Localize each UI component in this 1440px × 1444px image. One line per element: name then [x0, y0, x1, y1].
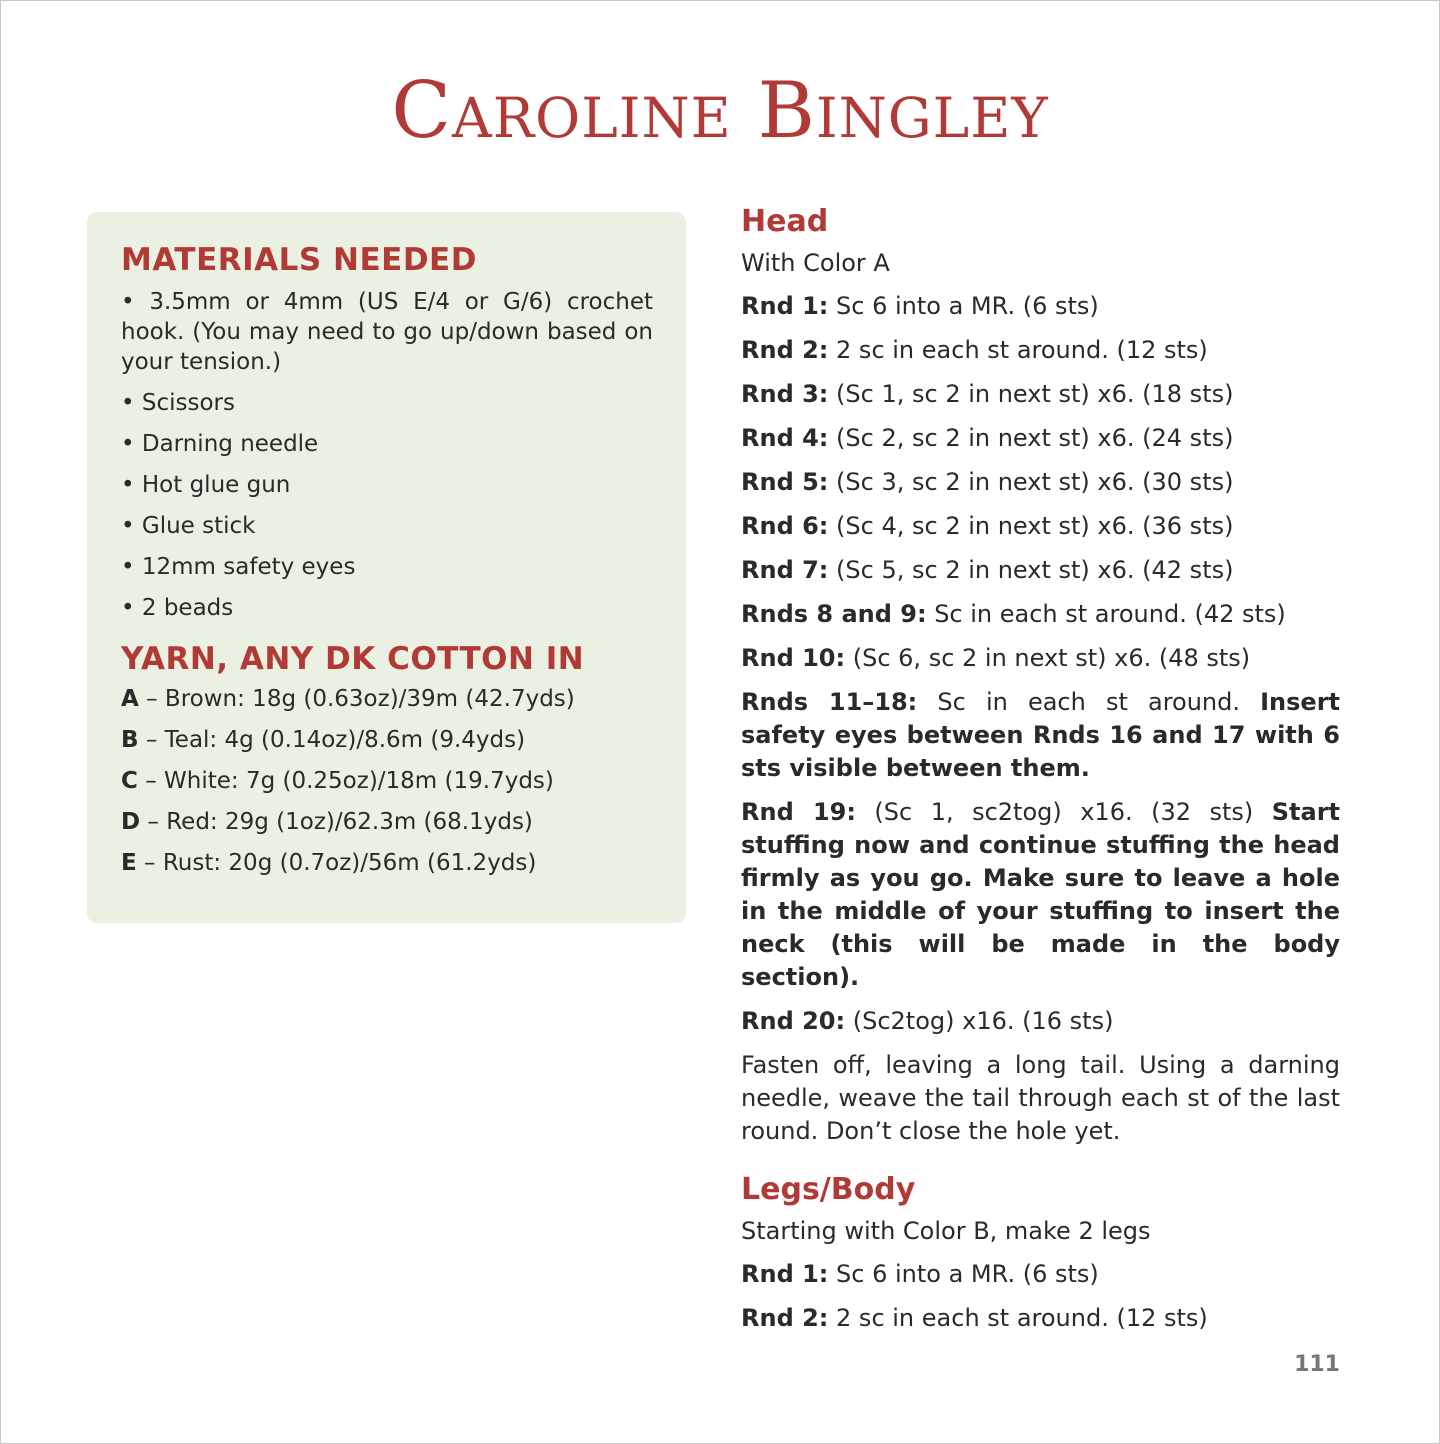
- round-instruction: [741, 422, 1340, 455]
- round-label: Rnd 7:: [741, 556, 829, 584]
- materials-list: [121, 287, 653, 623]
- round-instruction: [741, 1258, 1340, 1291]
- round-label: Rnds 8 and 9:: [741, 600, 927, 628]
- round-label: Rnd 19:: [741, 798, 856, 826]
- round-text: (Sc 1, sc 2 in next st) x6. (18 sts): [828, 380, 1234, 408]
- round-label: Rnds 11–18:: [741, 688, 918, 716]
- round-instruction: [741, 378, 1340, 411]
- yarn-item: [121, 807, 653, 837]
- round-text: 2 sc in each st around. (12 sts): [828, 1304, 1208, 1332]
- legs-heading: Legs/Body: [741, 1172, 916, 1207]
- yarn-text: – Teal: 4g (0.14oz)/8.6m (9.4yds): [138, 727, 526, 754]
- yarn-item: [121, 684, 653, 714]
- round-label: Rnd 2:: [741, 1304, 829, 1332]
- round-text: Sc in each st around. (42 sts): [926, 600, 1286, 628]
- yarn-letter: B: [121, 727, 139, 754]
- materials-item: • 2 beads: [121, 595, 234, 622]
- materials-item: • Glue stick: [121, 513, 256, 540]
- round-text: Sc 6 into a MR. (6 sts): [828, 292, 1099, 320]
- materials-item: • Hot glue gun: [121, 472, 291, 499]
- round-instruction: [741, 1302, 1340, 1335]
- round-note: Insert safety eyes between Rnds 16 and 17 with 6 sts visible between them.: [741, 688, 1341, 782]
- round-text: (Sc 3, sc 2 in next st) x6. (30 sts): [828, 468, 1234, 496]
- yarn-text: – Red: 29g (1oz)/62.3m (68.1yds): [140, 809, 533, 836]
- page-title: Caroline Bingley: [391, 66, 1049, 156]
- round-label: Rnd 6:: [741, 512, 829, 540]
- yarn-text: – White: 7g (0.25oz)/18m (19.7yds): [137, 768, 554, 795]
- yarn-text: – Rust: 20g (0.7oz)/56m (61.2yds): [136, 850, 537, 877]
- materials-box: [87, 212, 686, 923]
- round-label: Rnd 1:: [741, 1260, 829, 1288]
- round-instruction: [741, 686, 1340, 785]
- round-text: (Sc 2, sc 2 in next st) x6. (24 sts): [828, 424, 1234, 452]
- yarn-letter: A: [121, 686, 139, 713]
- materials-item: • Darning needle: [121, 431, 319, 458]
- yarn-letter: C: [121, 768, 138, 795]
- round-instruction: [741, 598, 1340, 631]
- round-instruction: [741, 510, 1340, 543]
- round-text: (Sc 6, sc 2 in next st) x6. (48 sts): [845, 644, 1251, 672]
- round-instruction: [741, 642, 1340, 675]
- head-closing-paragraph: Fasten off, leaving a long tail. Using a darning needle, weave the tail through each st of the last round. Don’t close the hole yet.: [741, 1051, 1340, 1145]
- round-instruction: [741, 334, 1340, 367]
- round-text: (Sc2tog) x16. (16 sts): [845, 1007, 1114, 1035]
- round-instruction: [741, 290, 1340, 323]
- yarn-item: [121, 725, 653, 755]
- materials-item: • 3.5mm or 4mm (US E/4 or G/6) crochet hook. (You may need to go up/down based on your tension.): [121, 289, 653, 376]
- round-text: Sc 6 into a MR. (6 sts): [828, 1260, 1099, 1288]
- round-text: (Sc 4, sc 2 in next st) x6. (36 sts): [828, 512, 1234, 540]
- round-label: Rnd 3:: [741, 380, 829, 408]
- yarn-item: [121, 848, 653, 878]
- round-label: Rnd 20:: [741, 1007, 846, 1035]
- round-text: 2 sc in each st around. (12 sts): [828, 336, 1208, 364]
- materials-content: [121, 242, 653, 889]
- instructions-column: [741, 202, 1340, 1346]
- round-label: Rnd 1:: [741, 292, 829, 320]
- round-text: (Sc 1, sc2tog) x16. (32 sts): [855, 798, 1272, 826]
- materials-heading: MATERIALS NEEDED: [121, 242, 477, 278]
- round-note: Start stuffing now and continue stuffing the head firmly as you go. Make sure to leave a hole in the middle of your stuffing to insert the neck (this will be made in the body section).: [741, 798, 1340, 991]
- round-label: Rnd 10:: [741, 644, 846, 672]
- round-instruction: [741, 1005, 1340, 1038]
- head-subheading: With Color A: [741, 249, 890, 277]
- round-label: Rnd 5:: [741, 468, 829, 496]
- round-instruction: [741, 466, 1340, 499]
- round-label: Rnd 2:: [741, 336, 829, 364]
- head-heading: Head: [741, 204, 829, 239]
- round-instruction: [741, 554, 1340, 587]
- legs-subheading: Starting with Color B, make 2 legs: [741, 1217, 1151, 1245]
- round-instruction: [741, 796, 1340, 994]
- materials-item: • Scissors: [121, 390, 235, 417]
- page-number: 111: [1294, 1352, 1340, 1377]
- yarn-list: [121, 684, 653, 878]
- round-text: Sc in each st around.: [917, 688, 1261, 716]
- round-label: Rnd 4:: [741, 424, 829, 452]
- yarn-heading: YARN, ANY DK COTTON IN: [121, 641, 585, 678]
- materials-item: • 12mm safety eyes: [121, 554, 356, 581]
- yarn-item: [121, 766, 653, 796]
- yarn-letter: E: [121, 850, 137, 877]
- yarn-text: – Brown: 18g (0.63oz)/39m (42.7yds): [138, 686, 575, 713]
- yarn-letter: D: [121, 809, 141, 836]
- round-text: (Sc 5, sc 2 in next st) x6. (42 sts): [828, 556, 1234, 584]
